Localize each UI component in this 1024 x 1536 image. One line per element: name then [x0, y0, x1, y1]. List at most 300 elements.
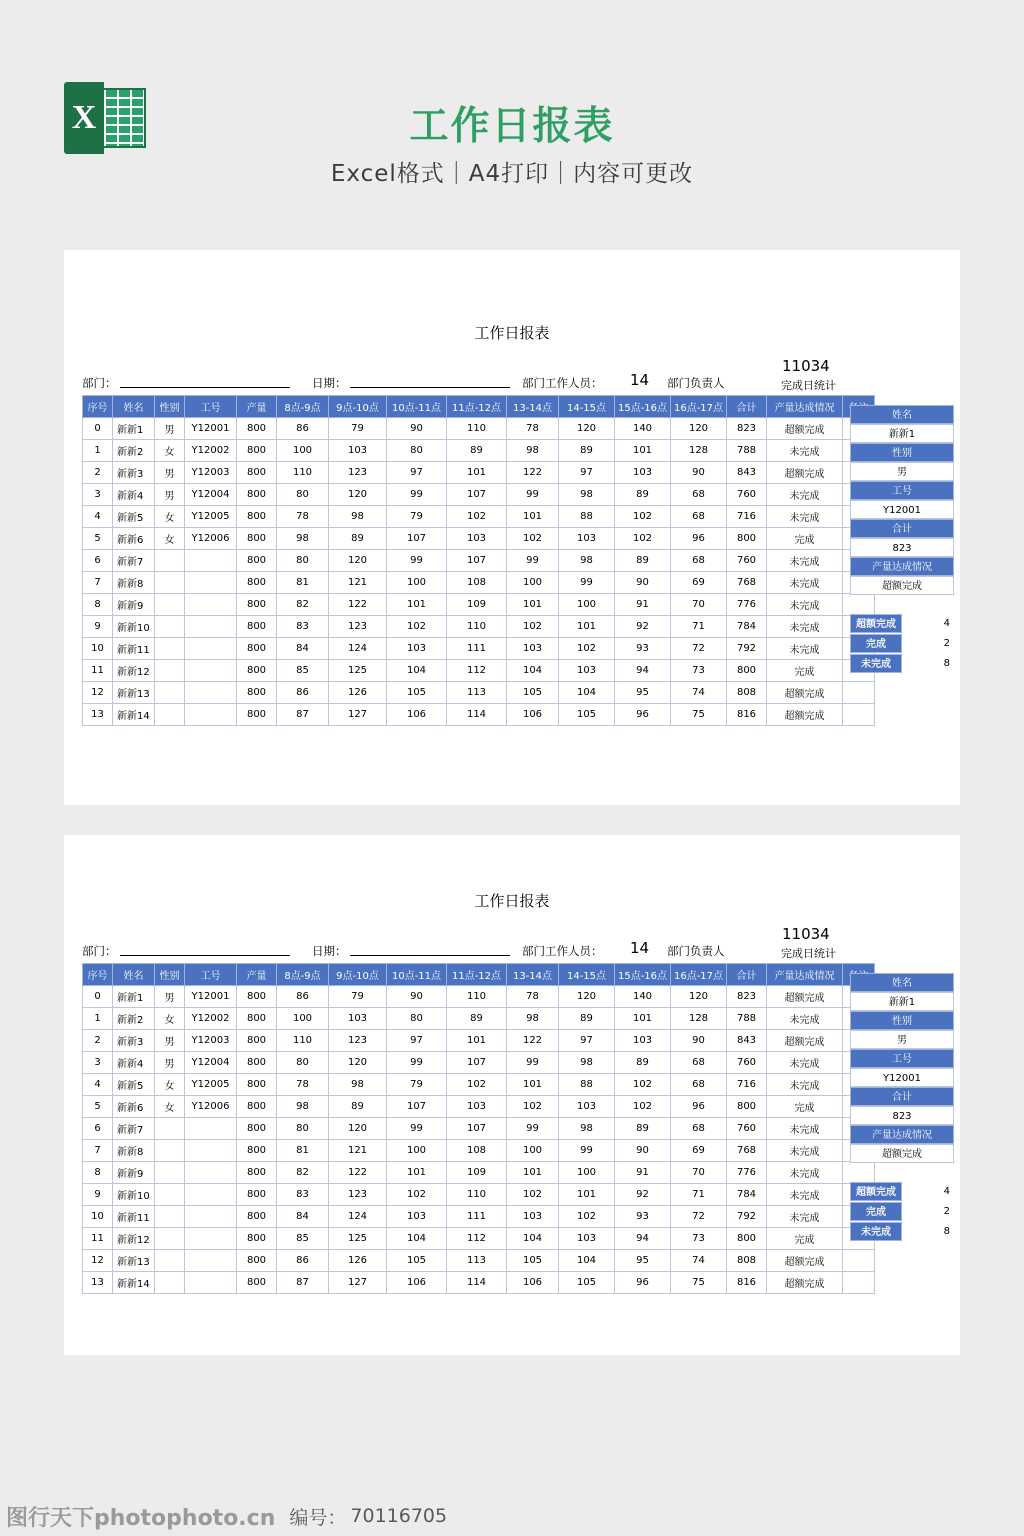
cell-r2-c9[interactable]: 122 — [507, 462, 559, 484]
cell-r7-c0[interactable]: 7 — [83, 572, 113, 594]
cell-r1-c11[interactable]: 101 — [615, 440, 671, 462]
cell-r7-c6[interactable]: 121 — [329, 572, 387, 594]
cell-r9-c8[interactable]: 110 — [447, 616, 507, 638]
cell-r12-c15[interactable] — [843, 1250, 875, 1272]
cell-r8-c5[interactable]: 82 — [277, 594, 329, 616]
cell-r9-c9[interactable]: 102 — [507, 616, 559, 638]
cell-r12-c6[interactable]: 126 — [329, 1250, 387, 1272]
cell-r10-c8[interactable]: 111 — [447, 638, 507, 660]
cell-r3-c0[interactable]: 3 — [83, 1052, 113, 1074]
table-row[interactable] — [83, 462, 875, 484]
cell-r2-c14[interactable]: 超额完成 — [767, 462, 843, 484]
cell-r2-c5[interactable]: 110 — [277, 1030, 329, 1052]
cell-r2-c6[interactable]: 123 — [329, 462, 387, 484]
cell-r1-c5[interactable]: 100 — [277, 1008, 329, 1030]
cell-r1-c9[interactable]: 98 — [507, 1008, 559, 1030]
cell-r2-c3[interactable]: Y12003 — [185, 462, 237, 484]
cell-r7-c5[interactable]: 81 — [277, 572, 329, 594]
cell-r8-c14[interactable]: 未完成 — [767, 1162, 843, 1184]
cell-r6-c13[interactable]: 760 — [727, 1118, 767, 1140]
cell-r7-c1[interactable]: 新新8 — [113, 572, 155, 594]
table-row[interactable] — [83, 1162, 875, 1184]
cell-r11-c1[interactable]: 新新12 — [113, 660, 155, 682]
cell-r6-c5[interactable]: 80 — [277, 1118, 329, 1140]
cell-r3-c5[interactable]: 80 — [277, 484, 329, 506]
cell-r9-c1[interactable]: 新新10 — [113, 1184, 155, 1206]
cell-r2-c13[interactable]: 843 — [727, 1030, 767, 1052]
cell-r6-c4[interactable]: 800 — [237, 1118, 277, 1140]
cell-r9-c3[interactable] — [185, 1184, 237, 1206]
cell-r9-c0[interactable]: 9 — [83, 1184, 113, 1206]
table-row[interactable] — [83, 1250, 875, 1272]
cell-r7-c3[interactable] — [185, 1140, 237, 1162]
cell-r6-c2[interactable] — [155, 550, 185, 572]
cell-r0-c1[interactable]: 新新1 — [113, 986, 155, 1008]
cell-r13-c5[interactable]: 87 — [277, 1272, 329, 1294]
cell-r10-c14[interactable]: 未完成 — [767, 1206, 843, 1228]
cell-r3-c8[interactable]: 107 — [447, 484, 507, 506]
cell-r2-c4[interactable]: 800 — [237, 462, 277, 484]
cell-r11-c6[interactable]: 125 — [329, 660, 387, 682]
cell-r12-c5[interactable]: 86 — [277, 1250, 329, 1272]
cell-r5-c13[interactable]: 800 — [727, 1096, 767, 1118]
cell-r5-c8[interactable]: 103 — [447, 1096, 507, 1118]
cell-r13-c3[interactable] — [185, 704, 237, 726]
cell-r8-c7[interactable]: 101 — [387, 594, 447, 616]
cell-r6-c7[interactable]: 99 — [387, 1118, 447, 1140]
cell-r6-c5[interactable]: 80 — [277, 550, 329, 572]
cell-r6-c11[interactable]: 89 — [615, 550, 671, 572]
table-row[interactable] — [83, 1008, 875, 1030]
cell-r2-c6[interactable]: 123 — [329, 1030, 387, 1052]
cell-r13-c15[interactable] — [843, 1272, 875, 1294]
cell-r1-c0[interactable]: 1 — [83, 440, 113, 462]
cell-r4-c8[interactable]: 102 — [447, 506, 507, 528]
cell-r9-c4[interactable]: 800 — [237, 1184, 277, 1206]
cell-r0-c7[interactable]: 90 — [387, 986, 447, 1008]
cell-r3-c8[interactable]: 107 — [447, 1052, 507, 1074]
cell-r0-c11[interactable]: 140 — [615, 986, 671, 1008]
cell-r1-c8[interactable]: 89 — [447, 1008, 507, 1030]
cell-r4-c10[interactable]: 88 — [559, 1074, 615, 1096]
cell-r8-c11[interactable]: 91 — [615, 594, 671, 616]
cell-r3-c1[interactable]: 新新4 — [113, 484, 155, 506]
cell-r1-c5[interactable]: 100 — [277, 440, 329, 462]
cell-r13-c11[interactable]: 96 — [615, 1272, 671, 1294]
table-row[interactable] — [83, 1184, 875, 1206]
table-row[interactable] — [83, 1140, 875, 1162]
cell-r3-c2[interactable]: 男 — [155, 1052, 185, 1074]
cell-r3-c10[interactable]: 98 — [559, 484, 615, 506]
cell-r9-c2[interactable] — [155, 616, 185, 638]
cell-r8-c9[interactable]: 101 — [507, 1162, 559, 1184]
cell-r1-c14[interactable]: 未完成 — [767, 1008, 843, 1030]
table-row[interactable] — [83, 594, 875, 616]
cell-r8-c12[interactable]: 70 — [671, 594, 727, 616]
cell-r2-c7[interactable]: 97 — [387, 1030, 447, 1052]
cell-r13-c15[interactable] — [843, 704, 875, 726]
cell-r11-c14[interactable]: 完成 — [767, 1228, 843, 1250]
cell-r11-c12[interactable]: 73 — [671, 660, 727, 682]
cell-r4-c11[interactable]: 102 — [615, 506, 671, 528]
cell-r6-c12[interactable]: 68 — [671, 1118, 727, 1140]
cell-r0-c12[interactable]: 120 — [671, 418, 727, 440]
cell-r13-c0[interactable]: 13 — [83, 704, 113, 726]
cell-r4-c8[interactable]: 102 — [447, 1074, 507, 1096]
cell-r0-c9[interactable]: 78 — [507, 986, 559, 1008]
cell-r7-c11[interactable]: 90 — [615, 572, 671, 594]
cell-r1-c10[interactable]: 89 — [559, 440, 615, 462]
cell-r11-c1[interactable]: 新新12 — [113, 1228, 155, 1250]
cell-r8-c6[interactable]: 122 — [329, 1162, 387, 1184]
cell-r5-c11[interactable]: 102 — [615, 528, 671, 550]
cell-r12-c5[interactable]: 86 — [277, 682, 329, 704]
cell-r12-c6[interactable]: 126 — [329, 682, 387, 704]
cell-r13-c5[interactable]: 87 — [277, 704, 329, 726]
cell-r10-c2[interactable] — [155, 638, 185, 660]
cell-r10-c4[interactable]: 800 — [237, 1206, 277, 1228]
cell-r4-c9[interactable]: 101 — [507, 506, 559, 528]
cell-r12-c2[interactable] — [155, 682, 185, 704]
cell-r9-c0[interactable]: 9 — [83, 616, 113, 638]
cell-r6-c8[interactable]: 107 — [447, 1118, 507, 1140]
cell-r7-c13[interactable]: 768 — [727, 1140, 767, 1162]
cell-r9-c6[interactable]: 123 — [329, 616, 387, 638]
cell-r3-c5[interactable]: 80 — [277, 1052, 329, 1074]
cell-r1-c3[interactable]: Y12002 — [185, 440, 237, 462]
cell-r2-c12[interactable]: 90 — [671, 1030, 727, 1052]
cell-r0-c4[interactable]: 800 — [237, 418, 277, 440]
cell-r13-c2[interactable] — [155, 704, 185, 726]
cell-r5-c1[interactable]: 新新6 — [113, 528, 155, 550]
cell-r12-c14[interactable]: 超额完成 — [767, 682, 843, 704]
cell-r2-c4[interactable]: 800 — [237, 1030, 277, 1052]
cell-r8-c1[interactable]: 新新9 — [113, 594, 155, 616]
cell-r13-c4[interactable]: 800 — [237, 1272, 277, 1294]
cell-r2-c1[interactable]: 新新3 — [113, 1030, 155, 1052]
cell-r8-c4[interactable]: 800 — [237, 1162, 277, 1184]
cell-r3-c7[interactable]: 99 — [387, 484, 447, 506]
cell-r3-c4[interactable]: 800 — [237, 1052, 277, 1074]
cell-r2-c11[interactable]: 103 — [615, 462, 671, 484]
cell-r11-c13[interactable]: 800 — [727, 660, 767, 682]
cell-r11-c3[interactable] — [185, 660, 237, 682]
cell-r1-c7[interactable]: 80 — [387, 1008, 447, 1030]
cell-r0-c13[interactable]: 823 — [727, 418, 767, 440]
cell-r11-c2[interactable] — [155, 660, 185, 682]
cell-r0-c13[interactable]: 823 — [727, 986, 767, 1008]
cell-r8-c14[interactable]: 未完成 — [767, 594, 843, 616]
cell-r8-c3[interactable] — [185, 594, 237, 616]
cell-r4-c14[interactable]: 未完成 — [767, 1074, 843, 1096]
cell-r0-c9[interactable]: 78 — [507, 418, 559, 440]
cell-r3-c1[interactable]: 新新4 — [113, 1052, 155, 1074]
cell-r12-c3[interactable] — [185, 1250, 237, 1272]
cell-r8-c10[interactable]: 100 — [559, 594, 615, 616]
cell-r6-c7[interactable]: 99 — [387, 550, 447, 572]
cell-r4-c6[interactable]: 98 — [329, 1074, 387, 1096]
cell-r12-c4[interactable]: 800 — [237, 682, 277, 704]
cell-r13-c13[interactable]: 816 — [727, 704, 767, 726]
cell-r8-c10[interactable]: 100 — [559, 1162, 615, 1184]
cell-r4-c12[interactable]: 68 — [671, 1074, 727, 1096]
cell-r10-c5[interactable]: 84 — [277, 638, 329, 660]
cell-r0-c8[interactable]: 110 — [447, 986, 507, 1008]
cell-r3-c9[interactable]: 99 — [507, 1052, 559, 1074]
cell-r5-c13[interactable]: 800 — [727, 528, 767, 550]
cell-r11-c12[interactable]: 73 — [671, 1228, 727, 1250]
cell-r10-c5[interactable]: 84 — [277, 1206, 329, 1228]
cell-r5-c11[interactable]: 102 — [615, 1096, 671, 1118]
cell-r5-c5[interactable]: 98 — [277, 528, 329, 550]
cell-r7-c12[interactable]: 69 — [671, 572, 727, 594]
cell-r12-c8[interactable]: 113 — [447, 1250, 507, 1272]
cell-r11-c6[interactable]: 125 — [329, 1228, 387, 1250]
cell-r3-c14[interactable]: 未完成 — [767, 1052, 843, 1074]
cell-r6-c3[interactable] — [185, 550, 237, 572]
cell-r13-c8[interactable]: 114 — [447, 1272, 507, 1294]
cell-r11-c10[interactable]: 103 — [559, 660, 615, 682]
cell-r4-c5[interactable]: 78 — [277, 506, 329, 528]
cell-r0-c4[interactable]: 800 — [237, 986, 277, 1008]
cell-r11-c14[interactable]: 完成 — [767, 660, 843, 682]
cell-r3-c9[interactable]: 99 — [507, 484, 559, 506]
table-row[interactable] — [83, 528, 875, 550]
cell-r6-c1[interactable]: 新新7 — [113, 1118, 155, 1140]
cell-r2-c10[interactable]: 97 — [559, 1030, 615, 1052]
cell-r2-c1[interactable]: 新新3 — [113, 462, 155, 484]
cell-r3-c2[interactable]: 男 — [155, 484, 185, 506]
cell-r3-c10[interactable]: 98 — [559, 1052, 615, 1074]
cell-r0-c2[interactable]: 男 — [155, 418, 185, 440]
cell-r3-c6[interactable]: 120 — [329, 1052, 387, 1074]
cell-r4-c7[interactable]: 79 — [387, 1074, 447, 1096]
cell-r10-c10[interactable]: 102 — [559, 638, 615, 660]
cell-r10-c4[interactable]: 800 — [237, 638, 277, 660]
cell-r3-c4[interactable]: 800 — [237, 484, 277, 506]
cell-r6-c4[interactable]: 800 — [237, 550, 277, 572]
cell-r11-c10[interactable]: 103 — [559, 1228, 615, 1250]
cell-r12-c15[interactable] — [843, 682, 875, 704]
cell-r6-c14[interactable]: 未完成 — [767, 550, 843, 572]
cell-r12-c12[interactable]: 74 — [671, 682, 727, 704]
cell-r2-c5[interactable]: 110 — [277, 462, 329, 484]
cell-r0-c14[interactable]: 超额完成 — [767, 986, 843, 1008]
cell-r12-c7[interactable]: 105 — [387, 1250, 447, 1272]
cell-r9-c1[interactable]: 新新10 — [113, 616, 155, 638]
cell-r5-c7[interactable]: 107 — [387, 1096, 447, 1118]
cell-r10-c13[interactable]: 792 — [727, 1206, 767, 1228]
cell-r9-c13[interactable]: 784 — [727, 1184, 767, 1206]
table-row[interactable] — [83, 1118, 875, 1140]
cell-r10-c3[interactable] — [185, 1206, 237, 1228]
cell-r2-c8[interactable]: 101 — [447, 462, 507, 484]
cell-r7-c10[interactable]: 99 — [559, 1140, 615, 1162]
cell-r11-c11[interactable]: 94 — [615, 660, 671, 682]
cell-r10-c14[interactable]: 未完成 — [767, 638, 843, 660]
cell-r5-c3[interactable]: Y12006 — [185, 528, 237, 550]
cell-r12-c11[interactable]: 95 — [615, 1250, 671, 1272]
cell-r2-c14[interactable]: 超额完成 — [767, 1030, 843, 1052]
cell-r0-c11[interactable]: 140 — [615, 418, 671, 440]
cell-r12-c13[interactable]: 808 — [727, 682, 767, 704]
cell-r12-c7[interactable]: 105 — [387, 682, 447, 704]
cell-r3-c13[interactable]: 760 — [727, 484, 767, 506]
cell-r6-c9[interactable]: 99 — [507, 550, 559, 572]
cell-r6-c9[interactable]: 99 — [507, 1118, 559, 1140]
cell-r8-c2[interactable] — [155, 594, 185, 616]
cell-r1-c4[interactable]: 800 — [237, 440, 277, 462]
cell-r5-c14[interactable]: 完成 — [767, 1096, 843, 1118]
cell-r12-c8[interactable]: 113 — [447, 682, 507, 704]
cell-r1-c9[interactable]: 98 — [507, 440, 559, 462]
cell-r4-c9[interactable]: 101 — [507, 1074, 559, 1096]
cell-r9-c10[interactable]: 101 — [559, 1184, 615, 1206]
cell-r3-c13[interactable]: 760 — [727, 1052, 767, 1074]
cell-r11-c5[interactable]: 85 — [277, 660, 329, 682]
cell-r7-c12[interactable]: 69 — [671, 1140, 727, 1162]
cell-r10-c13[interactable]: 792 — [727, 638, 767, 660]
dept-input[interactable] — [120, 387, 290, 388]
cell-r13-c7[interactable]: 106 — [387, 1272, 447, 1294]
table-row[interactable] — [83, 682, 875, 704]
cell-r6-c10[interactable]: 98 — [559, 550, 615, 572]
cell-r6-c0[interactable]: 6 — [83, 1118, 113, 1140]
cell-r10-c11[interactable]: 93 — [615, 1206, 671, 1228]
cell-r0-c1[interactable]: 新新1 — [113, 418, 155, 440]
cell-r11-c0[interactable]: 11 — [83, 660, 113, 682]
cell-r10-c10[interactable]: 102 — [559, 1206, 615, 1228]
cell-r10-c7[interactable]: 103 — [387, 638, 447, 660]
cell-r1-c1[interactable]: 新新2 — [113, 1008, 155, 1030]
cell-r1-c2[interactable]: 女 — [155, 440, 185, 462]
cell-r13-c12[interactable]: 75 — [671, 1272, 727, 1294]
cell-r8-c1[interactable]: 新新9 — [113, 1162, 155, 1184]
cell-r10-c3[interactable] — [185, 638, 237, 660]
cell-r8-c2[interactable] — [155, 1162, 185, 1184]
table-row[interactable] — [83, 1052, 875, 1074]
cell-r10-c9[interactable]: 103 — [507, 1206, 559, 1228]
table-row[interactable] — [83, 418, 875, 440]
cell-r0-c14[interactable]: 超额完成 — [767, 418, 843, 440]
cell-r9-c5[interactable]: 83 — [277, 616, 329, 638]
cell-r1-c6[interactable]: 103 — [329, 1008, 387, 1030]
cell-r9-c12[interactable]: 71 — [671, 1184, 727, 1206]
cell-r13-c12[interactable]: 75 — [671, 704, 727, 726]
cell-r1-c6[interactable]: 103 — [329, 440, 387, 462]
cell-r12-c9[interactable]: 105 — [507, 1250, 559, 1272]
cell-r10-c9[interactable]: 103 — [507, 638, 559, 660]
cell-r7-c3[interactable] — [185, 572, 237, 594]
cell-r13-c11[interactable]: 96 — [615, 704, 671, 726]
cell-r10-c12[interactable]: 72 — [671, 1206, 727, 1228]
table-row[interactable] — [83, 704, 875, 726]
cell-r4-c10[interactable]: 88 — [559, 506, 615, 528]
cell-r7-c2[interactable] — [155, 572, 185, 594]
cell-r7-c4[interactable]: 800 — [237, 1140, 277, 1162]
cell-r8-c13[interactable]: 776 — [727, 1162, 767, 1184]
cell-r5-c3[interactable]: Y12006 — [185, 1096, 237, 1118]
cell-r1-c14[interactable]: 未完成 — [767, 440, 843, 462]
cell-r8-c0[interactable]: 8 — [83, 594, 113, 616]
cell-r6-c6[interactable]: 120 — [329, 550, 387, 572]
dept-input-2[interactable] — [120, 955, 290, 956]
cell-r5-c1[interactable]: 新新6 — [113, 1096, 155, 1118]
cell-r7-c5[interactable]: 81 — [277, 1140, 329, 1162]
cell-r7-c6[interactable]: 121 — [329, 1140, 387, 1162]
cell-r10-c2[interactable] — [155, 1206, 185, 1228]
table-row[interactable] — [83, 572, 875, 594]
cell-r1-c11[interactable]: 101 — [615, 1008, 671, 1030]
cell-r13-c2[interactable] — [155, 1272, 185, 1294]
cell-r9-c7[interactable]: 102 — [387, 1184, 447, 1206]
cell-r6-c1[interactable]: 新新7 — [113, 550, 155, 572]
cell-r12-c3[interactable] — [185, 682, 237, 704]
cell-r5-c12[interactable]: 96 — [671, 1096, 727, 1118]
table-row[interactable] — [83, 1030, 875, 1052]
cell-r10-c7[interactable]: 103 — [387, 1206, 447, 1228]
cell-r4-c13[interactable]: 716 — [727, 1074, 767, 1096]
cell-r4-c6[interactable]: 98 — [329, 506, 387, 528]
cell-r5-c10[interactable]: 103 — [559, 1096, 615, 1118]
cell-r7-c2[interactable] — [155, 1140, 185, 1162]
cell-r11-c7[interactable]: 104 — [387, 1228, 447, 1250]
cell-r0-c7[interactable]: 90 — [387, 418, 447, 440]
cell-r1-c13[interactable]: 788 — [727, 1008, 767, 1030]
cell-r10-c6[interactable]: 124 — [329, 1206, 387, 1228]
cell-r11-c4[interactable]: 800 — [237, 1228, 277, 1250]
table-row[interactable] — [83, 1228, 875, 1250]
cell-r10-c1[interactable]: 新新11 — [113, 1206, 155, 1228]
cell-r8-c3[interactable] — [185, 1162, 237, 1184]
cell-r3-c6[interactable]: 120 — [329, 484, 387, 506]
table-row[interactable] — [83, 1272, 875, 1294]
cell-r0-c5[interactable]: 86 — [277, 986, 329, 1008]
cell-r13-c10[interactable]: 105 — [559, 704, 615, 726]
table-row[interactable] — [83, 660, 875, 682]
cell-r1-c0[interactable]: 1 — [83, 1008, 113, 1030]
cell-r9-c8[interactable]: 110 — [447, 1184, 507, 1206]
cell-r4-c7[interactable]: 79 — [387, 506, 447, 528]
cell-r13-c1[interactable]: 新新14 — [113, 1272, 155, 1294]
cell-r7-c7[interactable]: 100 — [387, 572, 447, 594]
cell-r7-c14[interactable]: 未完成 — [767, 572, 843, 594]
cell-r5-c2[interactable]: 女 — [155, 528, 185, 550]
cell-r4-c1[interactable]: 新新5 — [113, 506, 155, 528]
cell-r3-c3[interactable]: Y12004 — [185, 1052, 237, 1074]
cell-r4-c4[interactable]: 800 — [237, 506, 277, 528]
table-row[interactable] — [83, 484, 875, 506]
cell-r6-c12[interactable]: 68 — [671, 550, 727, 572]
table-row[interactable] — [83, 1074, 875, 1096]
cell-r9-c6[interactable]: 123 — [329, 1184, 387, 1206]
cell-r9-c4[interactable]: 800 — [237, 616, 277, 638]
cell-r3-c7[interactable]: 99 — [387, 1052, 447, 1074]
cell-r10-c0[interactable]: 10 — [83, 638, 113, 660]
cell-r13-c13[interactable]: 816 — [727, 1272, 767, 1294]
cell-r11-c5[interactable]: 85 — [277, 1228, 329, 1250]
cell-r11-c0[interactable]: 11 — [83, 1228, 113, 1250]
cell-r9-c13[interactable]: 784 — [727, 616, 767, 638]
cell-r2-c9[interactable]: 122 — [507, 1030, 559, 1052]
cell-r2-c11[interactable]: 103 — [615, 1030, 671, 1052]
cell-r8-c8[interactable]: 109 — [447, 594, 507, 616]
cell-r2-c10[interactable]: 97 — [559, 462, 615, 484]
table-row[interactable] — [83, 1096, 875, 1118]
cell-r0-c0[interactable]: 0 — [83, 986, 113, 1008]
cell-r5-c0[interactable]: 5 — [83, 528, 113, 550]
date-input-2[interactable] — [350, 955, 510, 956]
